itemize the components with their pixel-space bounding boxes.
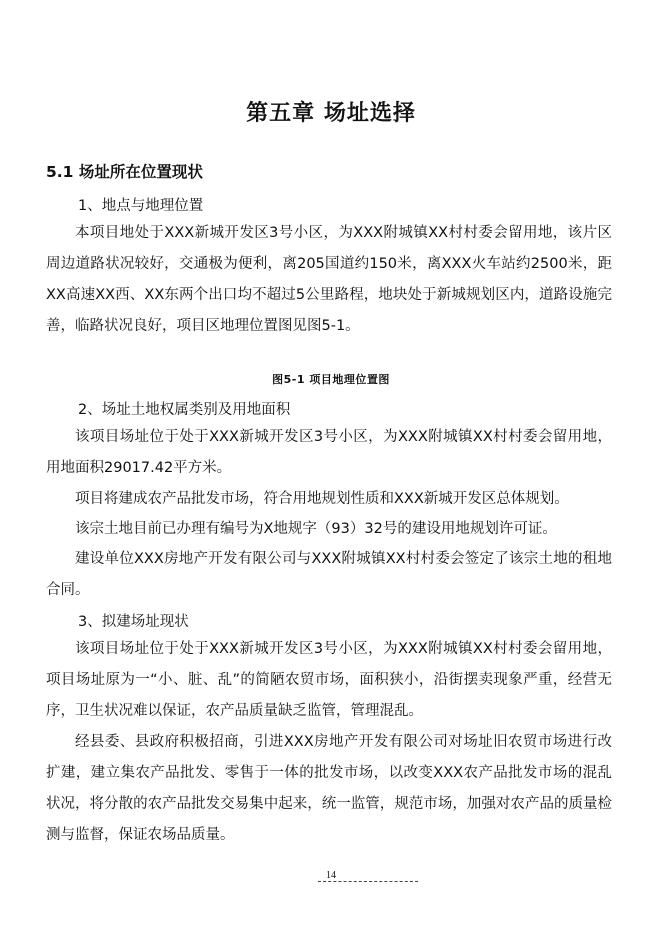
chapter-title: 第五章 场址选择: [246, 101, 416, 126]
subsection-heading-site-status: 3、拟建场址现状: [78, 614, 189, 630]
subsection-heading-land-ownership: 2、场址土地权属类别及用地面积: [78, 402, 291, 418]
footer-rule: [318, 881, 418, 882]
section-heading: 5.1 场址所在位置现状: [46, 163, 203, 181]
paragraph-location: 本项目地处于XXX新城开发区3号小区，为XXX附城镇XX村村委会留用地，该片区周边道路状况较好，交通极为便利，离205国道约150米，离XXX火车站约2500米，距XX高速XX西、XX东两个出口均不超过5公里路程，地块处于新城规划区内，道路设施完善，临路状况良好，项目区地理位置图见图5-1。: [46, 225, 612, 334]
paragraph-land-contract: 建设单位XXX房地产开发有限公司与XXX附城镇XX村村委会签定了该宗土地的租地合同。: [46, 551, 612, 598]
figure-caption: 图5-1 项目地理位置图: [272, 373, 390, 386]
paragraph-land-area: 该项目场址位于处于XXX新城开发区3号小区，为XXX附城镇XX村村委会留用地，用地面积29017.42平方米。: [46, 429, 612, 476]
paragraph-land-permit: 该宗土地目前已办理有编号为X地规字（93）32号的建设用地规划许可证。: [75, 521, 557, 537]
paragraph-site-status: 该项目场址位于处于XXX新城开发区3号小区，为XXX附城镇XX村村委会留用地，项目场址原为一“小、脏、乱”的简陋农贸市场，面积狭小，沿街摆卖现象严重，经营无序，卫生状况难以保证，农产品质量缺乏监管，管理混乱。: [46, 641, 612, 719]
paragraph-land-plan: 项目将建成农产品批发市场，符合用地规划性质和XXX新城开发区总体规划。: [75, 491, 569, 507]
paragraph-site-plan: 经县委、县政府积极招商，引进XXX房地产开发有限公司对场址旧农贸市场进行改扩建，建立集农产品批发、零售于一体的批发市场，以改变XXX农产品批发市场的混乱状况，将分散的农产品批发交易集中起来，统一监管，规范市场，加强对农产品的质量检测与监督，保证农场品质量。: [46, 734, 612, 843]
subsection-heading-location: 1、地点与地理位置: [78, 198, 204, 214]
page-number: 14: [326, 870, 336, 881]
